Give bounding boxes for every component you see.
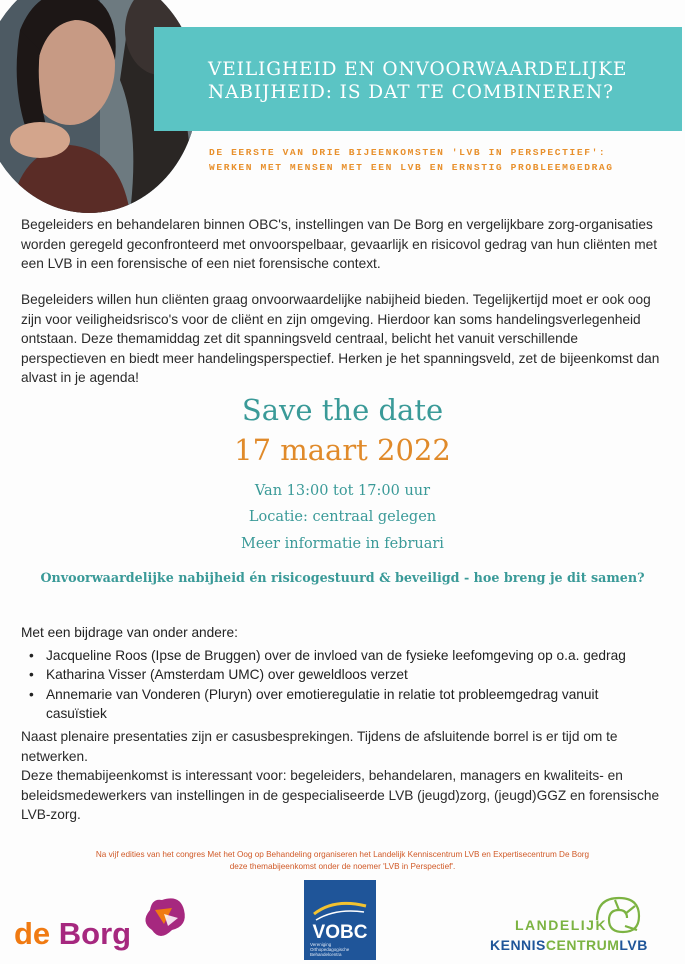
vobc-logo-text: VOBC (312, 922, 368, 943)
speakers-intro: Met een bijdrage van onder andere: (21, 625, 238, 640)
vobc-logo-sub-2: Orthopedagogische (310, 947, 350, 952)
de-borg-logo-text: de Borg (14, 916, 132, 951)
subtitle (209, 145, 685, 175)
intro-paragraph-2: Begeleiders willen hun cliënten graag onvoorwaardelijke nabijheid bieden. Tegelijkertijd moet er ook oog zijn voor veiligheidsrisco's voor de cliënt en zijn omgeving. Hierdoor kan soms handelingsverlegenheid ontstaan. Deze themamiddag zet dit spanningsveld centraal, belicht het vanuit verschillende perspectieven en biedt meer handelingsperspectief. Herken je het spanningsveld, zet de bijeenkomst dan alvast in je agenda! (21, 292, 660, 385)
lkc-logo-graphic (485, 880, 685, 960)
list-item: • Jacqueline Roos (Ipse de Bruggen) over de invloed van de fysieke leefomgeving op o.a. gedrag (21, 646, 661, 666)
lkc-line-1: LANDELIJK (515, 917, 608, 933)
list-item: • Annemarie van Vonderen (Pluryn) over emotieregulatie in relatie tot probleemgedrag vanuit casuïstiek (21, 685, 661, 724)
vobc-logo-graphic (304, 880, 376, 960)
event-question: Onvoorwaardelijke nabijheid én risicogestuurd & beveiligd - hoe breng je dit samen? (40, 570, 645, 585)
event-more-info: Meer informatie in februari (241, 536, 444, 552)
vobc-logo (304, 880, 376, 960)
event-time: Van 13:00 tot 17:00 uur (254, 483, 431, 499)
speakers-list (21, 623, 661, 724)
vobc-logo-sub-1: Vereniging (310, 942, 332, 947)
event-location: Locatie: centraal gelegen (248, 509, 437, 525)
landelijk-kenniscentrum-logo (485, 880, 685, 960)
de-borg-logo (12, 892, 192, 954)
intro-paragraph-1: Begeleiders en behandelaren binnen OBC's, instellingen van De Borg en vergelijkbare zorg-organisaties worden geregeld geconfronteerd met onvoorspelbaar, gevaarlijk en risicovol gedrag van hun cliënten met een LVB in een forensische of een niet forensische context. (21, 217, 658, 271)
event-date: 17 maart 2022 (234, 433, 451, 467)
title-line-1: VEILIGHEID EN ONVOORWAARDELIJKE (208, 59, 628, 80)
page-title (208, 58, 678, 104)
closing-paragraph-2: Deze themabijeenkomst is interessant voor: begeleiders, behandelaren, managers en kwaliteits- en beleidsmedewerkers van instellingen in de gespecialiseerde LVB (jeugd)zorg, (jeugd)GGZ en forensische LVB-zorg. (21, 768, 660, 822)
list-item: • Katharina Visser (Amsterdam UMC) over geweldloos verzet (21, 665, 661, 685)
footnote (10, 849, 675, 873)
lkc-line-2: KENNISCENTRUMLVB (490, 937, 648, 953)
footnote-line-1: Na vijf edities van het congres Met het Oog op Behandeling organiseren het Landelijk Kenniscentrum LVB en Expertisecentrum De Borg (95, 850, 590, 859)
vobc-logo-sub-3: Behandelcentra (310, 952, 342, 957)
footnote-line-2: deze themabijeenkomst onder de noemer 'LVB in Perspectief'. (229, 862, 456, 871)
save-the-date: Save the date (241, 393, 444, 427)
subtitle-line-1: DE EERSTE VAN DRIE BIJEENKOMSTEN 'LVB IN PERSPECTIEF': (209, 147, 607, 158)
closing-paragraph-1: Naast plenaire presentaties zijn er casusbesprekingen. Tijdens de afsluitende borrel is er tijd om te netwerken. (21, 729, 618, 764)
de-borg-logo-graphic (12, 892, 192, 954)
title-line-2: NABIJHEID: IS DAT TE COMBINEREN? (208, 82, 614, 103)
subtitle-line-2: WERKEN MET MENSEN MET EEN LVB EN ERNSTIG PROBLEEMGEDRAG (209, 162, 614, 173)
